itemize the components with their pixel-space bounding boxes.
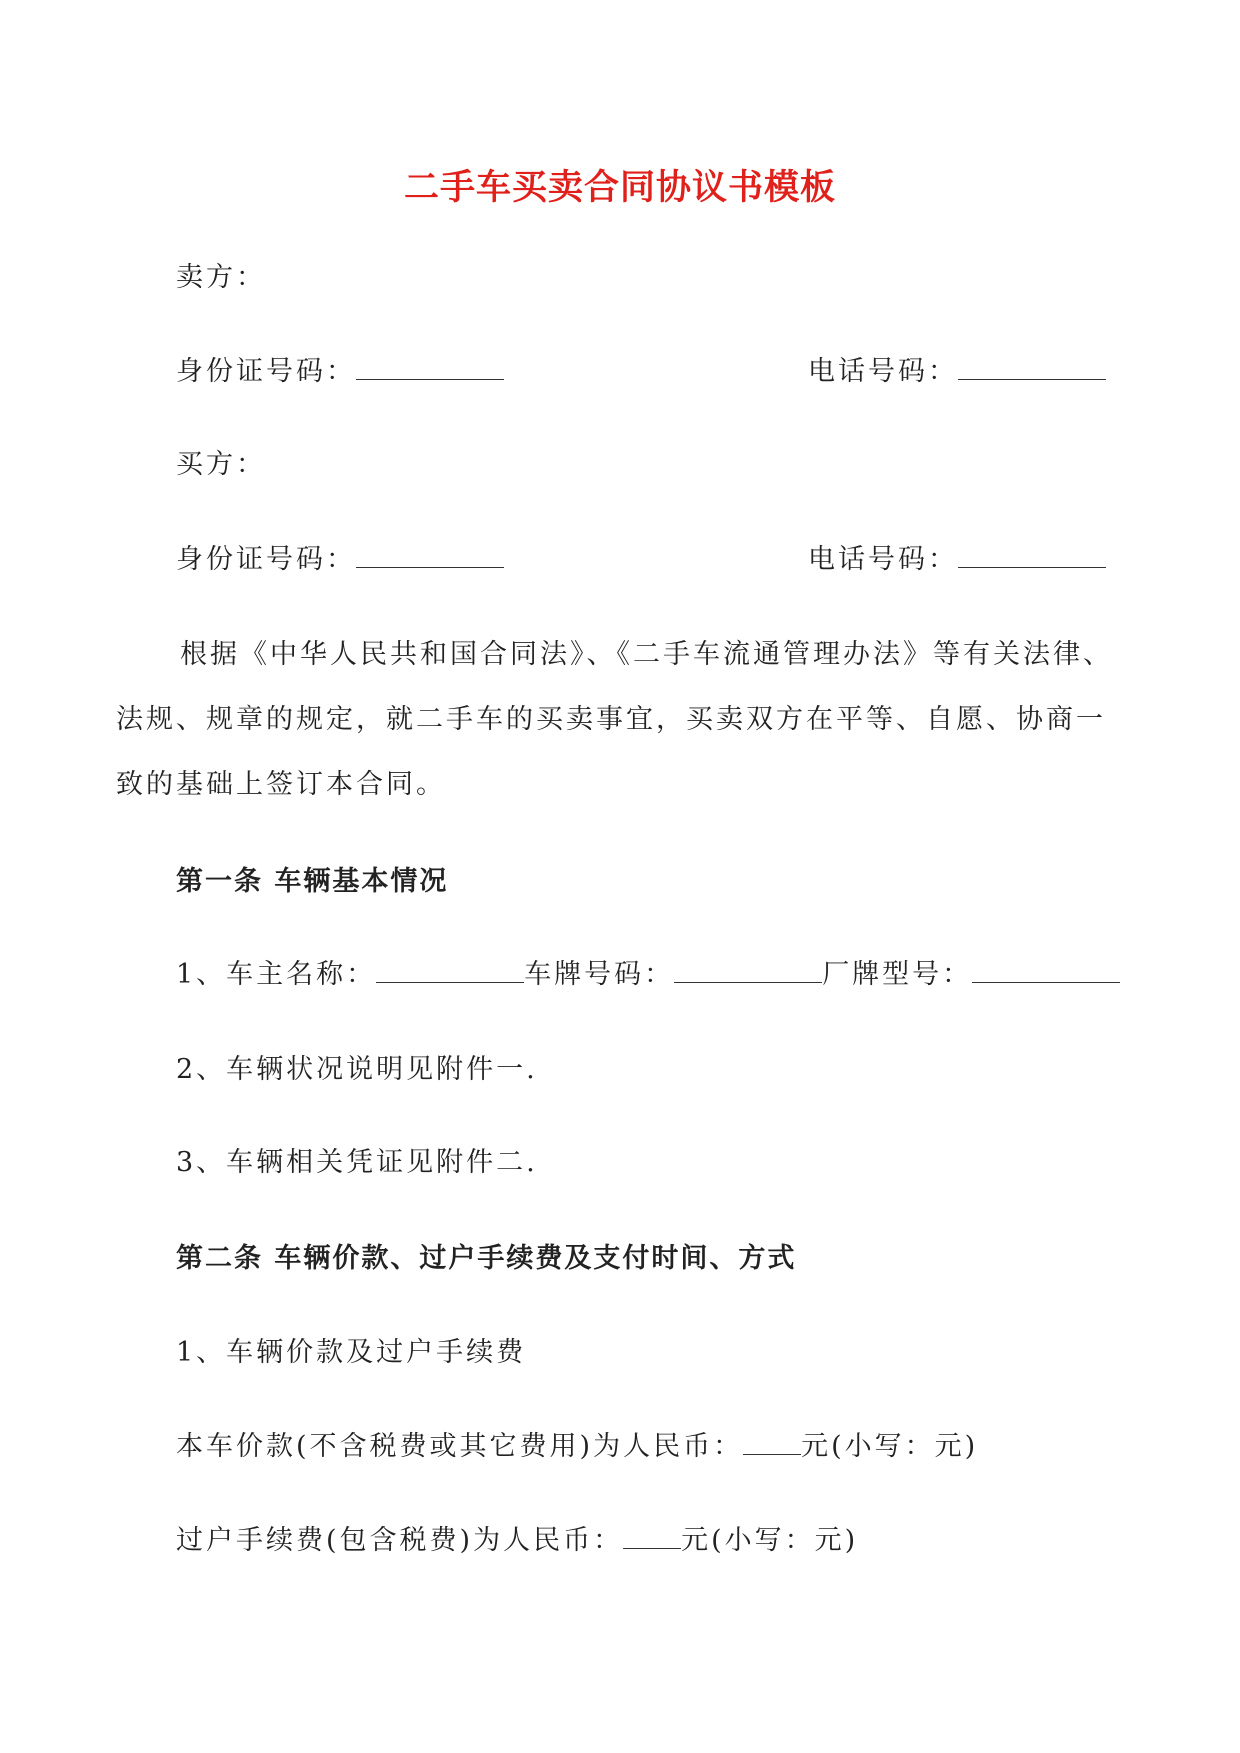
seller-id-label: 身份证号码： bbox=[176, 356, 356, 387]
buyer-phone-blank[interactable] bbox=[958, 541, 1106, 568]
seller-phone-label: 电话号码： bbox=[808, 356, 958, 387]
seller-phone-row bbox=[808, 352, 1106, 392]
plate-number-label: 车牌号码： bbox=[524, 959, 675, 990]
preamble-paragraph: 根据《中华人民共和国合同法》、《二手车流通管理办法》等有关法律、法规、规章的规定，就二手车的买卖事宜，买卖双方在平等、自愿、协商一致的基础上签订本合同。 bbox=[116, 639, 1113, 800]
seller-phone-blank[interactable] bbox=[958, 353, 1106, 380]
plate-number-blank[interactable] bbox=[674, 956, 822, 983]
fee-blank[interactable] bbox=[623, 1522, 681, 1549]
owner-name-label: 1、车主名称： bbox=[176, 959, 377, 990]
buyer-label: 买方： bbox=[176, 449, 266, 480]
seller-id-row bbox=[176, 352, 504, 392]
price-blank[interactable] bbox=[743, 1428, 801, 1455]
article1-item2: 2、车辆状况说明见附件一. bbox=[176, 1054, 538, 1085]
article1-item3: 3、车辆相关凭证见附件二. bbox=[176, 1147, 538, 1178]
buyer-id-row bbox=[176, 540, 504, 580]
price-label: 本车价款(不含税费或其它费用)为人民币： bbox=[176, 1431, 744, 1462]
price-suffix: 元(小写：元) bbox=[801, 1431, 979, 1462]
fee-suffix: 元(小写：元) bbox=[681, 1525, 859, 1556]
model-blank[interactable] bbox=[972, 956, 1120, 983]
fee-label: 过户手续费(包含税费)为人民币： bbox=[176, 1525, 624, 1556]
article1-item1-row bbox=[176, 955, 1120, 995]
article1-heading: 第一条 车辆基本情况 bbox=[176, 866, 449, 897]
buyer-id-blank[interactable] bbox=[356, 541, 504, 568]
fee-row bbox=[176, 1521, 858, 1561]
seller-id-blank[interactable] bbox=[356, 353, 504, 380]
document-title: 二手车买卖合同协议书模板 bbox=[403, 167, 836, 208]
price-row bbox=[176, 1427, 978, 1467]
owner-name-blank[interactable] bbox=[376, 956, 524, 983]
model-label: 厂牌型号： bbox=[822, 959, 973, 990]
buyer-phone-row bbox=[808, 540, 1106, 580]
buyer-phone-label: 电话号码： bbox=[808, 544, 958, 575]
article2-item1: 1、车辆价款及过户手续费 bbox=[176, 1337, 527, 1368]
article2-heading: 第二条 车辆价款、过户手续费及支付时间、方式 bbox=[176, 1243, 797, 1274]
seller-label: 卖方： bbox=[176, 262, 266, 293]
buyer-id-label: 身份证号码： bbox=[176, 544, 356, 575]
